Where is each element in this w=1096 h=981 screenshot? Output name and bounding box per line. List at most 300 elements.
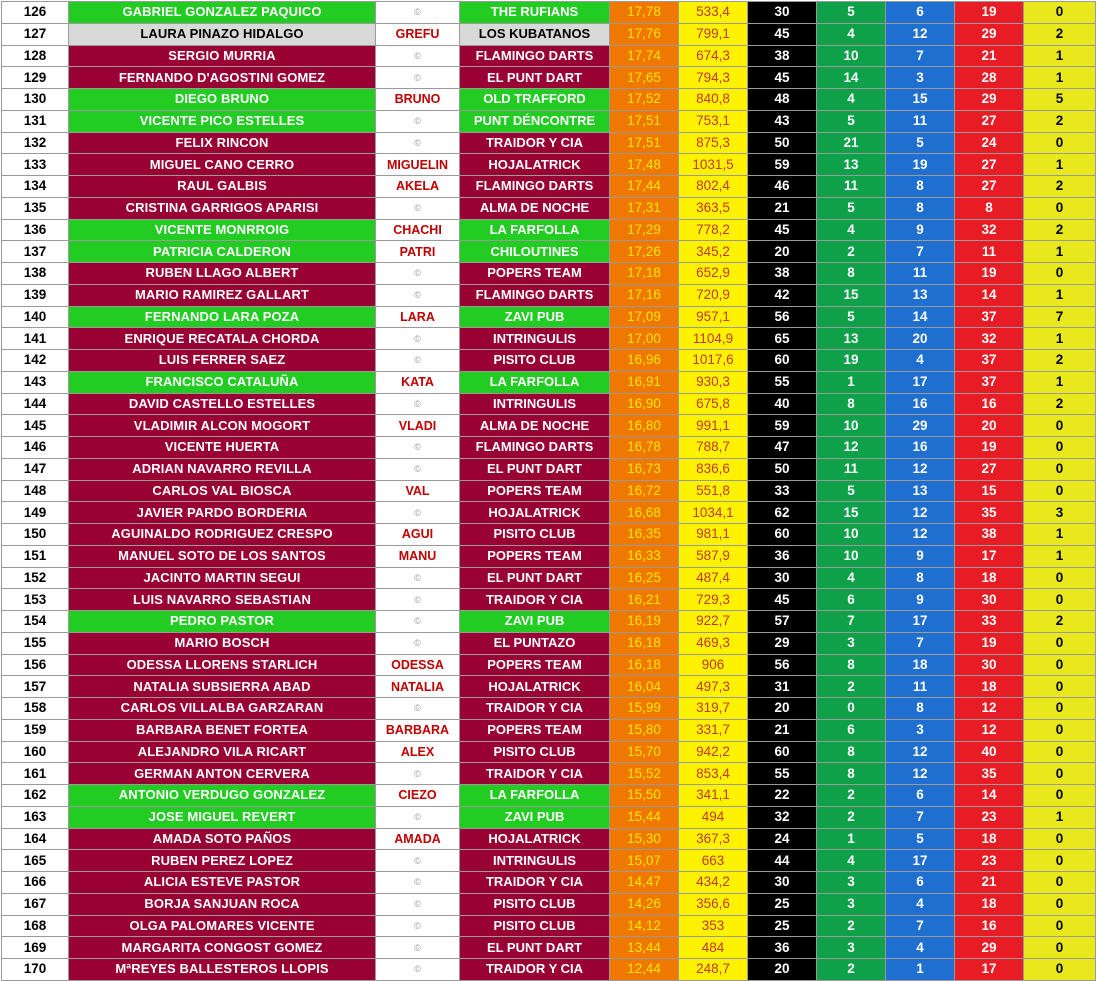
yellow-count-cell: 0 — [1024, 828, 1096, 850]
red-count-cell: 35 — [955, 763, 1024, 785]
player-name-cell: CARLOS VILLALBA GARZARAN — [69, 698, 376, 720]
average-cell: 16,25 — [610, 567, 679, 589]
red-count-cell: 14 — [955, 284, 1024, 306]
table-row — [2, 937, 1096, 959]
points-cell: 942,2 — [679, 741, 748, 763]
green-count-cell: 11 — [817, 458, 886, 480]
rank-cell: 152 — [2, 567, 69, 589]
table-row — [2, 806, 1096, 828]
nickname-cell: VLADI — [376, 415, 460, 437]
team-cell: INTRINGULIS — [460, 850, 610, 872]
club-logo-icon: © — [376, 698, 460, 720]
black-count-cell: 60 — [748, 741, 817, 763]
club-logo-icon: © — [376, 110, 460, 132]
black-count-cell: 21 — [748, 719, 817, 741]
yellow-count-cell: 0 — [1024, 698, 1096, 720]
club-logo-icon: © — [376, 2, 460, 24]
rank-cell: 157 — [2, 676, 69, 698]
red-count-cell: 35 — [955, 502, 1024, 524]
points-cell: 991,1 — [679, 415, 748, 437]
black-count-cell: 33 — [748, 480, 817, 502]
black-count-cell: 29 — [748, 632, 817, 654]
nickname-cell: KATA — [376, 371, 460, 393]
club-logo-icon: © — [376, 502, 460, 524]
average-cell: 16,91 — [610, 371, 679, 393]
black-count-cell: 25 — [748, 893, 817, 915]
black-count-cell: 30 — [748, 567, 817, 589]
green-count-cell: 19 — [817, 350, 886, 372]
player-name-cell: DAVID CASTELLO ESTELLES — [69, 393, 376, 415]
green-count-cell: 2 — [817, 959, 886, 981]
rank-cell: 149 — [2, 502, 69, 524]
player-name-cell: ALEJANDRO VILA RICART — [69, 741, 376, 763]
rank-cell: 167 — [2, 893, 69, 915]
table-row — [2, 589, 1096, 611]
yellow-count-cell: 0 — [1024, 2, 1096, 24]
blue-count-cell: 18 — [886, 654, 955, 676]
green-count-cell: 4 — [817, 219, 886, 241]
red-count-cell: 37 — [955, 371, 1024, 393]
yellow-count-cell: 0 — [1024, 263, 1096, 285]
player-name-cell: LAURA PINAZO HIDALGO — [69, 23, 376, 45]
black-count-cell: 30 — [748, 2, 817, 24]
average-cell: 17,26 — [610, 241, 679, 263]
rank-cell: 126 — [2, 2, 69, 24]
blue-count-cell: 12 — [886, 524, 955, 546]
ranking-rows — [2, 2, 1096, 981]
team-cell: EL PUNT DART — [460, 458, 610, 480]
rank-cell: 144 — [2, 393, 69, 415]
red-count-cell: 23 — [955, 806, 1024, 828]
table-row — [2, 67, 1096, 89]
club-logo-icon: © — [376, 567, 460, 589]
points-cell: 957,1 — [679, 306, 748, 328]
average-cell: 14,26 — [610, 893, 679, 915]
club-logo-icon: © — [376, 959, 460, 981]
player-name-cell: BORJA SANJUAN ROCA — [69, 893, 376, 915]
points-cell: 674,3 — [679, 45, 748, 67]
black-count-cell: 45 — [748, 219, 817, 241]
yellow-count-cell: 0 — [1024, 741, 1096, 763]
yellow-count-cell: 2 — [1024, 23, 1096, 45]
player-name-cell: MARIO RAMIREZ GALLART — [69, 284, 376, 306]
green-count-cell: 4 — [817, 89, 886, 111]
average-cell: 12,44 — [610, 959, 679, 981]
nickname-cell: CHACHI — [376, 219, 460, 241]
points-cell: 836,6 — [679, 458, 748, 480]
player-name-cell: OLGA PALOMARES VICENTE — [69, 915, 376, 937]
blue-count-cell: 4 — [886, 893, 955, 915]
club-logo-icon: © — [376, 263, 460, 285]
average-cell: 17,16 — [610, 284, 679, 306]
blue-count-cell: 13 — [886, 284, 955, 306]
red-count-cell: 40 — [955, 741, 1024, 763]
blue-count-cell: 3 — [886, 67, 955, 89]
average-cell: 15,99 — [610, 698, 679, 720]
yellow-count-cell: 0 — [1024, 567, 1096, 589]
rank-cell: 162 — [2, 785, 69, 807]
nickname-cell: VAL — [376, 480, 460, 502]
blue-count-cell: 17 — [886, 371, 955, 393]
rank-cell: 155 — [2, 632, 69, 654]
points-cell: 469,3 — [679, 632, 748, 654]
red-count-cell: 16 — [955, 915, 1024, 937]
red-count-cell: 18 — [955, 676, 1024, 698]
team-cell: PISITO CLUB — [460, 524, 610, 546]
points-cell: 1034,1 — [679, 502, 748, 524]
green-count-cell: 2 — [817, 785, 886, 807]
yellow-count-cell: 0 — [1024, 763, 1096, 785]
club-logo-icon: © — [376, 132, 460, 154]
points-cell: 533,4 — [679, 2, 748, 24]
average-cell: 16,33 — [610, 545, 679, 567]
table-row — [2, 2, 1096, 24]
yellow-count-cell: 3 — [1024, 502, 1096, 524]
green-count-cell: 6 — [817, 589, 886, 611]
club-logo-icon: © — [376, 937, 460, 959]
red-count-cell: 27 — [955, 110, 1024, 132]
red-count-cell: 16 — [955, 393, 1024, 415]
blue-count-cell: 6 — [886, 872, 955, 894]
rank-cell: 136 — [2, 219, 69, 241]
average-cell: 13,44 — [610, 937, 679, 959]
rank-cell: 130 — [2, 89, 69, 111]
average-cell: 16,72 — [610, 480, 679, 502]
yellow-count-cell: 0 — [1024, 589, 1096, 611]
player-name-cell: JOSE MIGUEL REVERT — [69, 806, 376, 828]
team-cell: HOJALATRICK — [460, 502, 610, 524]
points-cell: 799,1 — [679, 23, 748, 45]
green-count-cell: 2 — [817, 241, 886, 263]
yellow-count-cell: 2 — [1024, 611, 1096, 633]
player-name-cell: JACINTO MARTIN SEGUI — [69, 567, 376, 589]
yellow-count-cell: 0 — [1024, 458, 1096, 480]
yellow-count-cell: 0 — [1024, 197, 1096, 219]
black-count-cell: 50 — [748, 458, 817, 480]
table-row — [2, 393, 1096, 415]
green-count-cell: 12 — [817, 437, 886, 459]
ranking-table — [1, 1, 1096, 981]
green-count-cell: 10 — [817, 45, 886, 67]
team-cell: CHILOUTINES — [460, 241, 610, 263]
club-logo-icon: © — [376, 763, 460, 785]
points-cell: 753,1 — [679, 110, 748, 132]
average-cell: 16,68 — [610, 502, 679, 524]
green-count-cell: 8 — [817, 763, 886, 785]
table-row — [2, 350, 1096, 372]
green-count-cell: 6 — [817, 719, 886, 741]
black-count-cell: 24 — [748, 828, 817, 850]
average-cell: 17,31 — [610, 197, 679, 219]
points-cell: 1017,6 — [679, 350, 748, 372]
blue-count-cell: 7 — [886, 806, 955, 828]
player-name-cell: AGUINALDO RODRIGUEZ CRESPO — [69, 524, 376, 546]
average-cell: 17,52 — [610, 89, 679, 111]
average-cell: 16,35 — [610, 524, 679, 546]
blue-count-cell: 8 — [886, 197, 955, 219]
red-count-cell: 15 — [955, 480, 1024, 502]
player-name-cell: MANUEL SOTO DE LOS SANTOS — [69, 545, 376, 567]
green-count-cell: 3 — [817, 937, 886, 959]
green-count-cell: 10 — [817, 545, 886, 567]
player-name-cell: RUBEN LLAGO ALBERT — [69, 263, 376, 285]
team-cell: POPERS TEAM — [460, 480, 610, 502]
average-cell: 17,51 — [610, 132, 679, 154]
team-cell: PISITO CLUB — [460, 893, 610, 915]
black-count-cell: 20 — [748, 241, 817, 263]
rank-cell: 143 — [2, 371, 69, 393]
club-logo-icon: © — [376, 893, 460, 915]
red-count-cell: 20 — [955, 415, 1024, 437]
average-cell: 16,04 — [610, 676, 679, 698]
nickname-cell: NATALIA — [376, 676, 460, 698]
nickname-cell: PATRI — [376, 241, 460, 263]
green-count-cell: 8 — [817, 654, 886, 676]
yellow-count-cell: 0 — [1024, 872, 1096, 894]
average-cell: 17,76 — [610, 23, 679, 45]
rank-cell: 156 — [2, 654, 69, 676]
player-name-cell: BARBARA BENET FORTEA — [69, 719, 376, 741]
team-cell: TRAIDOR Y CIA — [460, 872, 610, 894]
black-count-cell: 46 — [748, 176, 817, 198]
yellow-count-cell: 0 — [1024, 632, 1096, 654]
blue-count-cell: 20 — [886, 328, 955, 350]
team-cell: THE RUFIANS — [460, 2, 610, 24]
average-cell: 17,74 — [610, 45, 679, 67]
player-name-cell: PEDRO PASTOR — [69, 611, 376, 633]
black-count-cell: 30 — [748, 872, 817, 894]
team-cell: FLAMINGO DARTS — [460, 284, 610, 306]
average-cell: 14,47 — [610, 872, 679, 894]
player-name-cell: ADRIAN NAVARRO REVILLA — [69, 458, 376, 480]
table-row — [2, 850, 1096, 872]
nickname-cell: MIGUELIN — [376, 154, 460, 176]
rank-cell: 148 — [2, 480, 69, 502]
red-count-cell: 18 — [955, 893, 1024, 915]
table-row — [2, 328, 1096, 350]
average-cell: 15,80 — [610, 719, 679, 741]
player-name-cell: ENRIQUE RECATALA CHORDA — [69, 328, 376, 350]
rank-cell: 154 — [2, 611, 69, 633]
team-cell: FLAMINGO DARTS — [460, 437, 610, 459]
team-cell: TRAIDOR Y CIA — [460, 959, 610, 981]
yellow-count-cell: 2 — [1024, 219, 1096, 241]
green-count-cell: 4 — [817, 567, 886, 589]
rank-cell: 158 — [2, 698, 69, 720]
red-count-cell: 12 — [955, 698, 1024, 720]
team-cell: ZAVI PUB — [460, 306, 610, 328]
player-name-cell: PATRICIA CALDERON — [69, 241, 376, 263]
blue-count-cell: 14 — [886, 306, 955, 328]
black-count-cell: 38 — [748, 263, 817, 285]
table-row — [2, 415, 1096, 437]
player-name-cell: MªREYES BALLESTEROS LLOPIS — [69, 959, 376, 981]
rank-cell: 166 — [2, 872, 69, 894]
player-name-cell: LUIS NAVARRO SEBASTIAN — [69, 589, 376, 611]
team-cell: HOJALATRICK — [460, 154, 610, 176]
rank-cell: 142 — [2, 350, 69, 372]
black-count-cell: 57 — [748, 611, 817, 633]
yellow-count-cell: 0 — [1024, 937, 1096, 959]
average-cell: 16,90 — [610, 393, 679, 415]
blue-count-cell: 9 — [886, 589, 955, 611]
red-count-cell: 18 — [955, 828, 1024, 850]
player-name-cell: LUIS FERRER SAEZ — [69, 350, 376, 372]
points-cell: 345,2 — [679, 241, 748, 263]
rank-cell: 150 — [2, 524, 69, 546]
points-cell: 484 — [679, 937, 748, 959]
red-count-cell: 18 — [955, 567, 1024, 589]
team-cell: TRAIDOR Y CIA — [460, 698, 610, 720]
nickname-cell: LARA — [376, 306, 460, 328]
table-row — [2, 284, 1096, 306]
table-row — [2, 959, 1096, 981]
rank-cell: 165 — [2, 850, 69, 872]
table-row — [2, 567, 1096, 589]
green-count-cell: 3 — [817, 872, 886, 894]
player-name-cell: FERNANDO D'AGOSTINI GOMEZ — [69, 67, 376, 89]
average-cell: 15,44 — [610, 806, 679, 828]
black-count-cell: 31 — [748, 676, 817, 698]
blue-count-cell: 13 — [886, 480, 955, 502]
blue-count-cell: 6 — [886, 2, 955, 24]
blue-count-cell: 1 — [886, 959, 955, 981]
table-row — [2, 110, 1096, 132]
average-cell: 17,65 — [610, 67, 679, 89]
red-count-cell: 19 — [955, 632, 1024, 654]
team-cell: OLD TRAFFORD — [460, 89, 610, 111]
points-cell: 331,7 — [679, 719, 748, 741]
yellow-count-cell: 0 — [1024, 415, 1096, 437]
table-row — [2, 698, 1096, 720]
blue-count-cell: 7 — [886, 632, 955, 654]
player-name-cell: GABRIEL GONZALEZ PAQUICO — [69, 2, 376, 24]
average-cell: 16,19 — [610, 611, 679, 633]
black-count-cell: 48 — [748, 89, 817, 111]
red-count-cell: 33 — [955, 611, 1024, 633]
table-row — [2, 480, 1096, 502]
points-cell: 840,8 — [679, 89, 748, 111]
points-cell: 981,1 — [679, 524, 748, 546]
yellow-count-cell: 1 — [1024, 328, 1096, 350]
green-count-cell: 5 — [817, 306, 886, 328]
green-count-cell: 14 — [817, 67, 886, 89]
player-name-cell: RAUL GALBIS — [69, 176, 376, 198]
club-logo-icon: © — [376, 806, 460, 828]
red-count-cell: 37 — [955, 306, 1024, 328]
player-name-cell: SERGIO MURRIA — [69, 45, 376, 67]
team-cell: PISITO CLUB — [460, 741, 610, 763]
points-cell: 794,3 — [679, 67, 748, 89]
player-name-cell: FRANCISCO CATALUÑA — [69, 371, 376, 393]
points-cell: 356,6 — [679, 893, 748, 915]
red-count-cell: 29 — [955, 89, 1024, 111]
red-count-cell: 27 — [955, 458, 1024, 480]
yellow-count-cell: 1 — [1024, 371, 1096, 393]
rank-cell: 129 — [2, 67, 69, 89]
black-count-cell: 36 — [748, 937, 817, 959]
red-count-cell: 19 — [955, 437, 1024, 459]
black-count-cell: 62 — [748, 502, 817, 524]
average-cell: 17,44 — [610, 176, 679, 198]
rank-cell: 128 — [2, 45, 69, 67]
average-cell: 16,78 — [610, 437, 679, 459]
red-count-cell: 32 — [955, 328, 1024, 350]
red-count-cell: 21 — [955, 45, 1024, 67]
yellow-count-cell: 0 — [1024, 437, 1096, 459]
team-cell: FLAMINGO DARTS — [460, 45, 610, 67]
table-row — [2, 872, 1096, 894]
points-cell: 663 — [679, 850, 748, 872]
player-name-cell: RUBEN PEREZ LOPEZ — [69, 850, 376, 872]
rank-cell: 132 — [2, 132, 69, 154]
yellow-count-cell: 2 — [1024, 350, 1096, 372]
yellow-count-cell: 0 — [1024, 785, 1096, 807]
green-count-cell: 0 — [817, 698, 886, 720]
green-count-cell: 1 — [817, 371, 886, 393]
rank-cell: 137 — [2, 241, 69, 263]
nickname-cell: ALEX — [376, 741, 460, 763]
average-cell: 17,78 — [610, 2, 679, 24]
black-count-cell: 21 — [748, 197, 817, 219]
club-logo-icon: © — [376, 197, 460, 219]
player-name-cell: JAVIER PARDO BORDERIA — [69, 502, 376, 524]
average-cell: 16,73 — [610, 458, 679, 480]
red-count-cell: 21 — [955, 872, 1024, 894]
player-name-cell: CARLOS VAL BIOSCA — [69, 480, 376, 502]
red-count-cell: 29 — [955, 23, 1024, 45]
green-count-cell: 13 — [817, 328, 886, 350]
green-count-cell: 5 — [817, 2, 886, 24]
player-name-cell: VICENTE HUERTA — [69, 437, 376, 459]
rank-cell: 140 — [2, 306, 69, 328]
nickname-cell: ODESSA — [376, 654, 460, 676]
rank-cell: 164 — [2, 828, 69, 850]
black-count-cell: 56 — [748, 654, 817, 676]
rank-cell: 159 — [2, 719, 69, 741]
black-count-cell: 25 — [748, 915, 817, 937]
blue-count-cell: 7 — [886, 915, 955, 937]
team-cell: LOS KUBATANOS — [460, 23, 610, 45]
rank-cell: 146 — [2, 437, 69, 459]
club-logo-icon: © — [376, 437, 460, 459]
rank-cell: 147 — [2, 458, 69, 480]
team-cell: POPERS TEAM — [460, 719, 610, 741]
blue-count-cell: 6 — [886, 785, 955, 807]
team-cell: POPERS TEAM — [460, 654, 610, 676]
black-count-cell: 60 — [748, 524, 817, 546]
table-row — [2, 915, 1096, 937]
table-row — [2, 545, 1096, 567]
black-count-cell: 45 — [748, 23, 817, 45]
yellow-count-cell: 1 — [1024, 806, 1096, 828]
yellow-count-cell: 1 — [1024, 545, 1096, 567]
blue-count-cell: 12 — [886, 741, 955, 763]
player-name-cell: FERNANDO LARA POZA — [69, 306, 376, 328]
table-row — [2, 45, 1096, 67]
team-cell: LA FARFOLLA — [460, 785, 610, 807]
rank-cell: 135 — [2, 197, 69, 219]
average-cell: 16,80 — [610, 415, 679, 437]
blue-count-cell: 12 — [886, 458, 955, 480]
green-count-cell: 13 — [817, 154, 886, 176]
average-cell: 17,09 — [610, 306, 679, 328]
blue-count-cell: 12 — [886, 23, 955, 45]
average-cell: 17,18 — [610, 263, 679, 285]
black-count-cell: 59 — [748, 415, 817, 437]
rank-cell: 141 — [2, 328, 69, 350]
club-logo-icon: © — [376, 393, 460, 415]
